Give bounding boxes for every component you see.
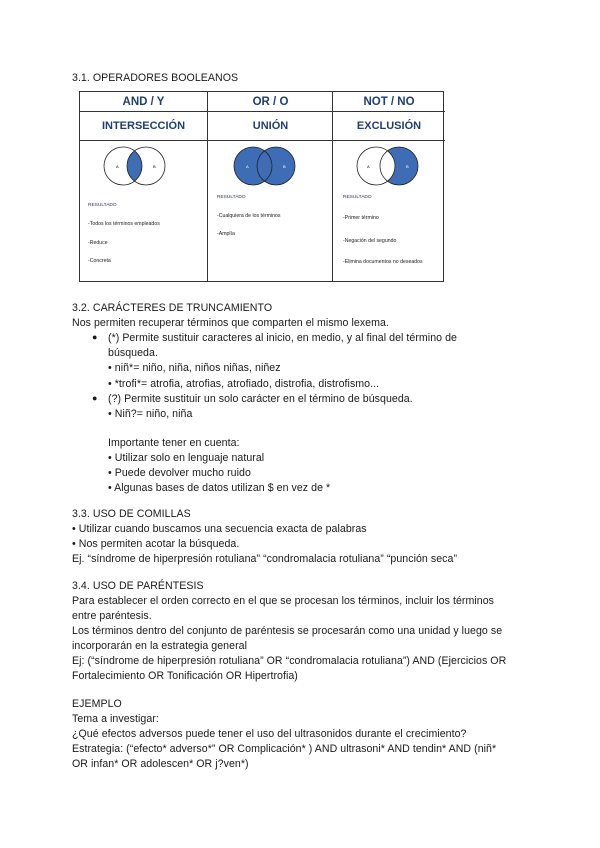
paragraph: incorporarán en la estrategia general <box>72 640 247 652</box>
result-title: RESULTADO <box>88 203 117 208</box>
or-column <box>207 92 333 281</box>
paragraph: Ej: (“síndrome de hiperpresión rotuliana” OR “condromalacia rotuliana”) AND (Ejercicios OR <box>72 655 507 667</box>
paragraph: Los términos dentro del conjunto de paréntesis se procesarán como una unidad y luego se <box>72 625 503 637</box>
result-item: -Todos los términos empleados <box>88 221 160 227</box>
paragraph: Estrategia: (“efecto* adverso*” OR Complicación* ) AND ultrasoni* AND tendin* AND (niñ* <box>72 743 497 755</box>
result-item: -Concreta <box>88 258 111 264</box>
paragraph: Para establecer el orden correcto en el que se procesan los términos, incluir los términos <box>72 595 494 607</box>
bullet-dot: ● <box>92 393 98 403</box>
section-heading-comillas: 3.3. USO DE COMILLAS <box>72 508 191 520</box>
section-heading-booleanos: 3.1. OPERADORES BOOLEANOS <box>72 72 239 84</box>
result-item: -Primer término <box>343 215 379 221</box>
paragraph: entre paréntesis. <box>72 610 152 622</box>
operator-name: UNIÓN <box>252 120 289 132</box>
paragraph: (*) Permite sustituir caracteres al inicio, en medio, y al final del término de <box>108 332 457 344</box>
operator-label: AND / Y <box>122 96 165 108</box>
paragraph: Ej. “síndrome de hiperpresión rotuliana” “condromalacia rotuliana” “punción seca” <box>72 553 458 565</box>
result-item: -Amplía <box>217 231 235 237</box>
set-b-label: B <box>406 164 409 169</box>
paragraph: ¿Qué efectos adversos puede tener el uso del ultrasonidos durante el crecimiento? <box>72 728 467 740</box>
boolean-operators-table <box>79 91 444 282</box>
paragraph: Nos permiten recuperar términos que comparten el mismo lexema. <box>72 317 389 329</box>
section-heading-truncamiento: 3.2. CARÁCTERES DE TRUNCAMIENTO <box>72 302 273 314</box>
result-item: -Reduce <box>88 240 108 246</box>
list-item: • Puede devolver mucho ruido <box>108 467 251 479</box>
set-b-label: B <box>283 164 286 169</box>
set-b-label: B <box>153 164 156 169</box>
section-heading-parentesis: 3.4. USO DE PARÉNTESIS <box>72 580 204 592</box>
result-item: -Cualquiera de los términos <box>217 213 281 219</box>
result-title: RESULTADO <box>217 195 246 200</box>
result-item: -Elimina documentos no deseados <box>343 259 423 265</box>
list-item: • niñ*= niño, niña, niños niñas, niñez <box>108 362 281 374</box>
set-a-label: A <box>367 164 370 169</box>
paragraph: Fortalecimiento OR Tonificación OR Hipertrofia) <box>72 670 298 682</box>
list-item: • *trofi*= atrofia, atrofias, atrofiado, distrofia, distrofismo... <box>108 378 380 390</box>
list-item: • Utilizar cuando buscamos una secuencia exacta de palabras <box>72 523 367 535</box>
paragraph: OR infan* OR adolescen* OR j?ven*) <box>72 758 249 770</box>
set-a-label: A <box>116 164 119 169</box>
operator-label: NOT / NO <box>363 96 415 108</box>
paragraph: Tema a investigar: <box>72 713 159 725</box>
section-heading-ejemplo: EJEMPLO <box>72 698 122 710</box>
list-item: • Nos permiten acotar la búsqueda. <box>72 538 240 550</box>
list-item: • Niñ?= niño, niña <box>108 408 193 420</box>
set-a-label: A <box>246 164 249 169</box>
operator-name: INTERSECCIÓN <box>101 120 186 132</box>
result-item: -Negación del segundo <box>343 238 397 244</box>
paragraph: búsqueda. <box>108 347 158 359</box>
intersection-venn-diagram <box>94 144 184 194</box>
list-item: • Utilizar solo en lenguaje natural <box>108 452 265 464</box>
list-item: • Algunas bases de datos utilizan $ en vez de * <box>108 482 331 494</box>
operator-label: OR / O <box>252 96 289 108</box>
union-venn-diagram <box>224 144 314 194</box>
exclusion-venn-diagram <box>347 144 437 194</box>
paragraph: (?) Permite sustituir un solo carácter en el término de búsqueda. <box>108 393 413 405</box>
result-title: RESULTADO <box>343 195 372 200</box>
bullet-dot: ● <box>92 332 98 342</box>
paragraph: Importante tener en cuenta: <box>108 437 240 449</box>
not-column <box>332 92 445 281</box>
operator-name: EXCLUSIÓN <box>356 120 422 132</box>
and-column <box>80 92 207 281</box>
